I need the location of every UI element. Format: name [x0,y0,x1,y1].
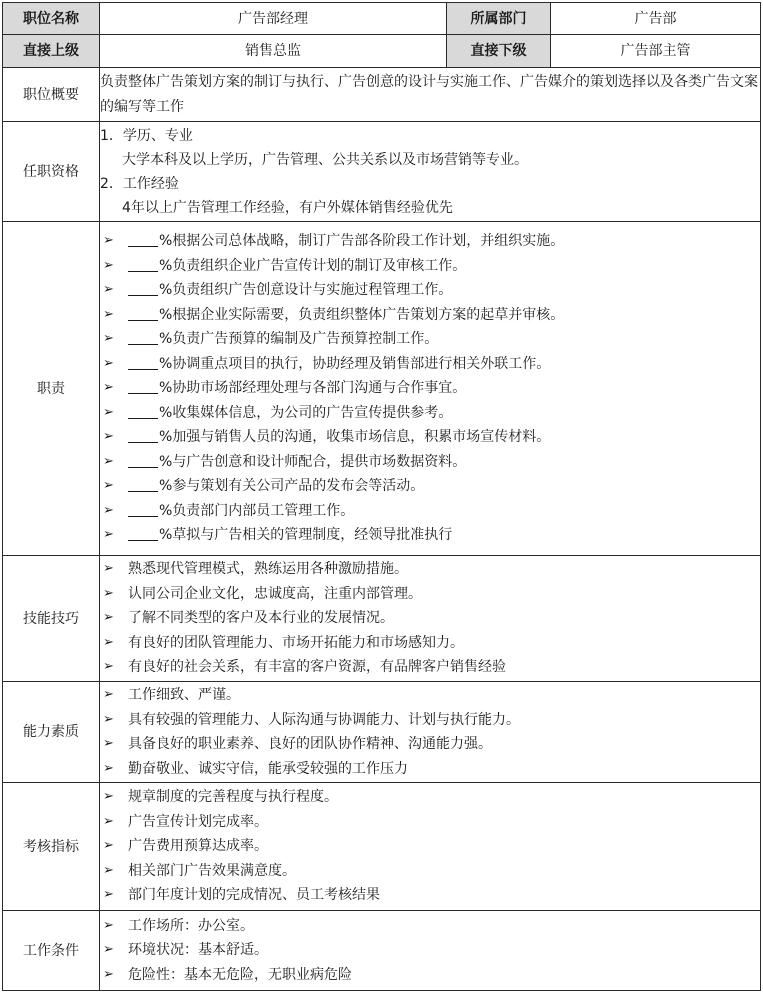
duty-item-text: 根据企业实际需要，负责组织整体广告策划方案的起草并审核。 [172,306,565,323]
competency-item-text: 具有较强的管理能力、人际沟通与协调能力、计划与执行能力。 [128,711,520,728]
department-label: 所属部门 [447,3,551,35]
supervisor-label: 直接上级 [3,35,100,68]
conditions-row [3,911,761,991]
kpi-item-text: 广告宣传计划完成率。 [128,813,268,830]
percent-sign: % [159,355,173,372]
arrow-bullet-icon: ➢ [103,813,114,829]
condition-item-text: 工作场所：办公室。 [128,917,254,934]
competency-item [100,757,760,782]
kpi-item [100,883,760,908]
arrow-bullet-icon: ➢ [103,453,114,469]
kpi-item-text: 部门年度计划的完成情况、员工考核结果 [128,887,380,904]
arrow-bullet-icon: ➢ [103,585,114,601]
skills-label: 技能技巧 [3,556,100,682]
arrow-bullet-icon: ➢ [103,561,114,577]
arrow-bullet-icon: ➢ [103,306,114,322]
condition-item-text: 危险性：基本无危险，无职业病危险 [128,966,352,983]
duty-item [100,327,760,352]
duty-item [100,352,760,377]
competency-item-text: 勤奋敬业、诚实守信，能承受较强的工作压力 [128,760,408,777]
percent-blank [128,230,158,247]
summary-text: 负责整体广告策划方案的制订与执行、广告创意的设计与实施工作、广告媒介的策划选择以及各类广告文案的编写等工作 [100,74,758,115]
qualification-detail: 大学本科及以上学历，广告管理、公共关系以及市场营销等专业。 [122,151,528,168]
arrow-bullet-icon: ➢ [103,527,114,543]
condition-item [100,914,760,939]
department-value: 广告部 [551,3,761,35]
percent-sign: % [159,404,173,421]
arrow-bullet-icon: ➢ [103,736,114,751]
arrow-bullet-icon: ➢ [103,887,114,903]
percent-blank [128,377,158,394]
skill-item [100,606,760,631]
duty-item [100,474,760,499]
duty-item-text: 参与策划有关公司产品的发布会等活动。 [172,478,425,495]
duty-item [100,523,760,548]
conditions-label: 工作条件 [3,911,100,991]
condition-item [100,963,760,988]
arrow-bullet-icon: ➢ [103,429,114,445]
duty-item [100,401,760,426]
skill-item-text: 熟悉现代管理模式，熟练运用各种激励措施。 [128,561,408,578]
competencies-list [100,683,760,781]
percent-blank [128,279,158,296]
subordinate-value: 广告部主管 [551,35,761,68]
summary-row [3,68,761,122]
percent-sign: % [159,282,173,299]
conditions-cell [100,911,761,991]
conditions-list [100,914,760,988]
percent-blank [128,500,158,517]
duty-item-text: 根据公司总体战略，制订广告部各阶段工作计划，并组织实施。 [172,233,565,250]
kpi-item [100,785,760,810]
duties-list [100,229,760,548]
skill-item-text: 了解不同类型的客户及本行业的发展情况。 [128,610,394,627]
arrow-bullet-icon: ➢ [103,862,114,878]
arrow-bullet-icon: ➢ [103,942,114,958]
kpi-item [100,834,760,859]
duties-label: 职责 [3,222,100,556]
skills-list [100,557,760,680]
skills-row [3,556,761,682]
percent-sign: % [159,502,173,519]
qualification-detail: 4年以上广告管理工作经验，有户外媒体销售经验优先 [122,199,453,216]
arrow-bullet-icon: ➢ [103,282,114,298]
percent-blank [128,524,158,541]
qualifications-cell [100,122,761,222]
qualification-heading: 1．学历、专业 [100,127,193,144]
duty-item-text: 协助市场部经理处理与各部门沟通与合作事宜。 [172,380,467,397]
percent-blank [128,304,158,321]
percent-blank [128,353,158,370]
percent-sign: % [159,380,173,397]
skill-item [100,557,760,582]
kpi-item-text: 规章制度的完善程度与执行程度。 [128,789,338,806]
duty-item [100,278,760,303]
arrow-bullet-icon: ➢ [103,659,114,675]
skill-item-text: 有良好的社会关系，有丰富的客户资源，有品牌客户销售经验 [128,659,506,676]
kpi-item-text: 广告费用预算达成率。 [128,838,268,855]
summary-cell [100,68,761,122]
duties-cell [100,222,761,556]
duty-item-text: 草拟与广告相关的管理制度，经领导批准执行 [172,527,453,544]
arrow-bullet-icon: ➢ [103,380,114,396]
competency-item [100,708,760,733]
percent-sign: % [159,257,173,274]
duty-item-text: 负责组织企业广告宣传计划的制订及审核工作。 [172,257,467,274]
percent-blank [128,402,158,419]
percent-sign: % [159,331,173,348]
arrow-bullet-icon: ➢ [103,478,114,494]
duty-item [100,303,760,328]
percent-sign: % [159,453,173,470]
kpi-item [100,810,760,835]
duty-item [100,499,760,524]
skill-item [100,655,760,680]
supervisor-value: 销售总监 [100,35,447,68]
skill-item-text: 认同公司企业文化，忠诚度高，注重内部管理。 [128,585,422,602]
kpis-row [3,783,761,911]
arrow-bullet-icon: ➢ [103,404,114,420]
competencies-label: 能力素质 [3,682,100,783]
percent-sign: % [159,527,173,544]
competencies-cell [100,682,761,783]
percent-sign: % [159,306,173,323]
qualifications-label: 任职资格 [3,122,100,222]
duty-item-text: 加强与销售人员的沟通，收集市场信息，积累市场宣传材料。 [172,429,551,446]
subordinate-label: 直接下级 [447,35,551,68]
competencies-row [3,682,761,783]
percent-sign: % [159,429,173,446]
arrow-bullet-icon: ➢ [103,355,114,371]
kpis-cell [100,783,761,911]
competency-item-text: 工作细致、严谨。 [128,687,240,703]
job-title-value: 广告部经理 [100,3,447,35]
percent-blank [128,475,158,492]
competency-item [100,732,760,757]
competency-item [100,683,760,708]
header-row-2 [3,35,761,68]
arrow-bullet-icon: ➢ [103,789,114,805]
condition-item-text: 环境状况：基本舒适。 [128,942,268,959]
skill-item [100,631,760,656]
job-description-table [2,2,761,991]
percent-blank [128,255,158,272]
arrow-bullet-icon: ➢ [103,687,114,702]
duty-item [100,229,760,254]
arrow-bullet-icon: ➢ [103,331,114,347]
kpis-label: 考核指标 [3,783,100,911]
duty-item-text: 收集媒体信息，为公司的广告宣传提供参考。 [172,404,453,421]
condition-item [100,938,760,963]
percent-blank [128,328,158,345]
duty-item-text: 协调重点项目的执行，协助经理及销售部进行相关外联工作。 [172,355,551,372]
arrow-bullet-icon: ➢ [103,760,114,776]
duty-item-text: 负责部门内部员工管理工作。 [172,502,355,519]
duty-item [100,254,760,279]
percent-sign: % [159,233,173,250]
arrow-bullet-icon: ➢ [103,917,114,933]
kpi-item-text: 相关部门广告效果满意度。 [128,862,296,879]
skill-item [100,582,760,607]
percent-blank [128,426,158,443]
kpis-list [100,785,760,908]
duty-item [100,425,760,450]
duty-item [100,376,760,401]
skill-item-text: 有良好的团队管理能力、市场开拓能力和市场感知力。 [128,634,464,651]
duty-item-text: 负责广告预算的编制及广告预算控制工作。 [172,331,439,348]
header-row-1 [3,3,761,35]
arrow-bullet-icon: ➢ [103,966,114,982]
summary-label: 职位概要 [3,68,100,122]
qualifications-row [3,122,761,222]
arrow-bullet-icon: ➢ [103,610,114,626]
duties-row [3,222,761,556]
duty-item-text: 与广告创意和设计师配合，提供市场数据资料。 [172,453,467,470]
competency-item-text: 具备良好的职业素养、良好的团队协作精神、沟通能力强。 [128,736,492,752]
arrow-bullet-icon: ➢ [103,257,114,273]
arrow-bullet-icon: ➢ [103,233,114,249]
arrow-bullet-icon: ➢ [103,634,114,650]
duty-item [100,450,760,475]
percent-blank [128,451,158,468]
qualification-heading: 2．工作经验 [100,175,179,192]
job-title-label: 职位名称 [3,3,100,35]
duty-item-text: 负责组织广告创意设计与实施过程管理工作。 [172,282,453,299]
arrow-bullet-icon: ➢ [103,838,114,854]
arrow-bullet-icon: ➢ [103,502,114,518]
arrow-bullet-icon: ➢ [103,711,114,727]
kpi-item [100,859,760,884]
skills-cell [100,556,761,682]
percent-sign: % [159,478,173,495]
